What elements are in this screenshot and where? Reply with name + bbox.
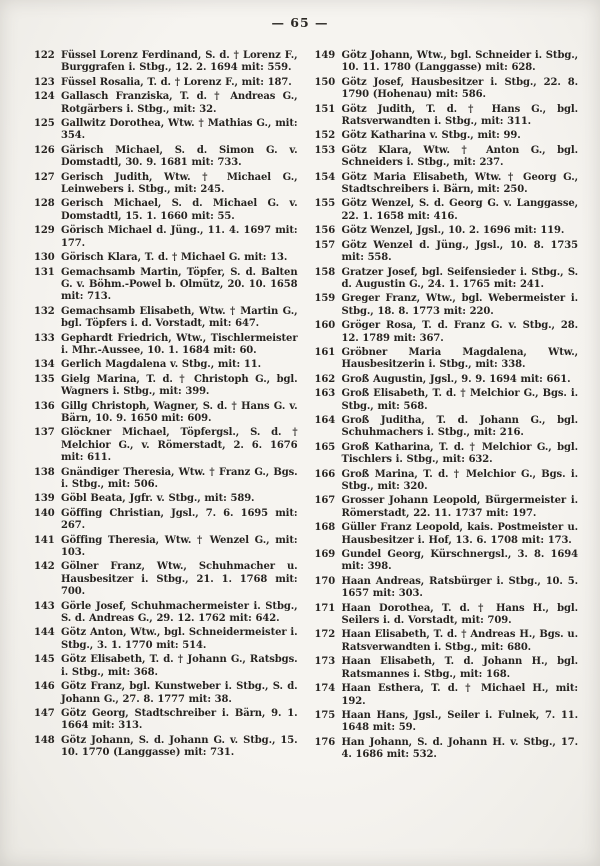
entry-number: 122	[34, 50, 55, 61]
register-entry	[315, 320, 579, 345]
entry-text: Haan Dorothea, T. d. † Hans H., bgl. Seilers i. d. Vorstadt, mit: 709.	[341, 602, 578, 627]
entry-number: 134	[34, 359, 55, 371]
register-entry	[315, 240, 579, 265]
entry-number: 123	[34, 76, 55, 88]
entry-number: 173	[314, 656, 336, 668]
entry-text: Gölner Franz, Wtw., Schuhmacher u. Hausbesitzer i. Stbg., 21. 1. 1768 mit: 700.	[61, 561, 298, 598]
entry-number: 156	[314, 225, 336, 237]
register-entry	[315, 104, 579, 129]
register-entry	[315, 267, 579, 292]
entry-text: Götz Wenzel, S. d. Georg G. v. Langgasse, 22. 1. 1658 mit: 416.	[341, 198, 578, 222]
register-entry	[315, 130, 579, 142]
register-entry	[34, 267, 298, 304]
entry-number: 124	[34, 91, 55, 103]
register-entry	[34, 708, 298, 733]
register-entry	[34, 359, 298, 371]
entry-text: Gielg Marina, T. d. † Christoph G., bgl. Wagners i. Stbg., mit: 399.	[61, 373, 298, 398]
entry-text: Haan Andreas, Ratsbürger i. Stbg., 10. 5. 1657 mit: 303.	[341, 575, 578, 600]
register-entry	[315, 737, 579, 762]
entry-text: Gerisch Michael, S. d. Michael G. v. Domstadtl, 15. 1. 1660 mit: 55.	[61, 198, 298, 222]
register-entry	[34, 627, 298, 652]
entry-number: 166	[314, 468, 336, 480]
register-entry	[34, 493, 298, 505]
entry-text: Groß Juditha, T. d. Johann G., bgl. Schuhmachers i. Stbg., mit: 216.	[341, 414, 578, 439]
register-entry	[34, 172, 298, 197]
register-entry	[315, 549, 579, 574]
register-entry	[34, 508, 298, 533]
entry-text: Gephardt Friedrich, Wtw., Tischlermeister i. Mhr.-Aussee, 10. 1. 1684 mit: 60.	[61, 332, 298, 356]
register-entry	[34, 225, 298, 250]
entry-number: 143	[34, 600, 55, 612]
entry-text: Haan Hans, Jgsl., Seiler i. Fulnek, 7. 11. 1648 mit: 59.	[341, 709, 578, 734]
register-entry	[34, 535, 298, 560]
entry-number: 149	[314, 50, 336, 61]
entry-text: Götz Franz, bgl. Kunstweber i. Stbg., S. d. Johann G., 27. 8. 1777 mit: 38.	[61, 681, 298, 705]
entry-number: 162	[314, 373, 336, 385]
register-entry	[315, 374, 579, 386]
entry-number: 144	[34, 627, 55, 639]
entry-number: 148	[34, 734, 55, 746]
entry-number: 127	[34, 171, 55, 183]
register-entry	[315, 415, 579, 440]
register-entry	[315, 495, 579, 520]
entry-text: Götz Wenzel, Jgsl., 10. 2. 1696 mit: 119.	[341, 225, 565, 237]
entry-text: Götz Wenzel d. Jüng., Jgsl., 10. 8. 1735 mit: 558.	[341, 239, 578, 264]
entry-number: 126	[34, 144, 55, 156]
entry-number: 165	[314, 441, 336, 453]
register-entry	[315, 293, 579, 318]
entry-text: Gallwitz Dorothea, Wtw. † Mathias G., mit: 354.	[61, 118, 298, 142]
entry-text: Gröger Rosa, T. d. Franz G. v. Stbg., 28. 12. 1789 mit: 367.	[341, 320, 578, 344]
entry-number: 125	[34, 118, 55, 130]
register-entry	[34, 77, 298, 89]
entry-number: 151	[314, 103, 336, 115]
entry-text: Görisch Michael d. Jüng., 11. 4. 1697 mit: 177.	[61, 225, 298, 249]
entry-text: Füssel Rosalia, T. d. † Lorenz F., mit: 187.	[61, 76, 292, 88]
entry-number: 128	[34, 198, 55, 210]
register-entry	[315, 603, 579, 628]
entry-text: Güller Franz Leopold, kais. Postmeister u. Hausbesitzer i. Hof, 13. 6. 1708 mit: 173.	[341, 522, 578, 546]
register-entry	[34, 145, 298, 170]
page-number: — 65 —	[271, 15, 329, 30]
entry-number: 146	[34, 681, 55, 693]
entry-number: 129	[34, 225, 55, 237]
entry-number: 132	[34, 305, 55, 317]
register-entry	[34, 401, 298, 426]
register-entry	[34, 306, 298, 331]
entry-number: 150	[314, 76, 336, 88]
register-entry	[315, 442, 579, 467]
entry-text: Gillg Christoph, Wagner, S. d. † Hans G. v. Bärn, 10. 9. 1650 mit: 609.	[61, 400, 298, 424]
entry-text: Götz Klara, Wtw. † Anton G., bgl. Schneiders i. Stbg., mit: 237.	[341, 144, 578, 169]
entry-text: Götz Johann, Wtw., bgl. Schneider i. Stbg., 10. 11. 1780 (Langgasse) mit: 628.	[341, 50, 578, 74]
entry-text: Götz Elisabeth, T. d. † Johann G., Ratsbgs. i. Stbg., mit: 368.	[61, 654, 298, 678]
entry-text: Görisch Klara, T. d. † Michael G. mit: 13.	[61, 252, 288, 264]
entry-text: Görle Josef, Schuhmachermeister i. Stbg., S. d. Andreas G., 29. 12. 1762 mit: 642.	[61, 600, 298, 625]
entry-number: 133	[34, 332, 55, 344]
entry-text: Gnändiger Theresia, Wtw. † Franz G., Bgs. i. Stbg., mit: 506.	[61, 466, 298, 490]
register-entry	[315, 469, 579, 494]
register-entry	[315, 388, 579, 413]
register-entry	[315, 50, 579, 75]
entry-number: 175	[314, 709, 336, 721]
entry-number: 145	[34, 654, 55, 666]
register-entry	[34, 735, 298, 760]
register-entry	[34, 252, 298, 264]
register-columns	[0, 50, 600, 764]
entry-number: 130	[34, 252, 55, 264]
entry-number: 161	[314, 346, 336, 358]
entry-text: Haan Elisabeth, T. d. † Andreas H., Bgs. u. Ratsverwandten i. Stbg., mit: 680.	[341, 629, 578, 653]
entry-text: Götz Josef, Hausbesitzer i. Stbg., 22. 8. 1790 (Hohenau) mit: 586.	[341, 76, 578, 101]
entry-text: Göffing Christian, Jgsl., 7. 6. 1695 mit: 267.	[61, 507, 298, 532]
entry-number: 152	[314, 130, 336, 142]
register-entry	[34, 50, 298, 75]
register-entry	[34, 333, 298, 358]
entry-number: 136	[34, 400, 55, 412]
entry-number: 157	[314, 239, 336, 251]
entry-text: Gemachsamb Elisabeth, Wtw. † Martin G., bgl. Töpfers i. d. Vorstadt, mit: 647.	[61, 305, 298, 330]
entry-text: Glöckner Michael, Töpfergsl., S. d. † Melchior G., v. Römerstadt, 2. 6. 1676 mit: 611.	[61, 427, 298, 464]
entry-text: Gallasch Franziska, T. d. † Andreas G., Rotgärbers i. Stbg., mit: 32.	[61, 91, 298, 115]
entry-text: Gröbner Maria Magdalena, Wtw., Hausbesitzerin i. Stbg., mit: 338.	[341, 346, 578, 371]
register-entry	[315, 172, 579, 197]
left-column	[34, 50, 298, 764]
register-entry	[315, 522, 579, 547]
register-entry	[315, 77, 579, 102]
register-entry	[34, 374, 298, 399]
entry-number: 139	[34, 493, 55, 505]
entry-number: 171	[314, 602, 336, 614]
entry-text: Gärisch Michael, S. d. Simon G. v. Domstadtl, 30. 9. 1681 mit: 733.	[61, 144, 298, 169]
entry-text: Groß Marina, T. d. † Melchior G., Bgs. i. Stbg., mit: 320.	[341, 468, 578, 492]
register-entry	[315, 656, 579, 681]
register-entry	[34, 561, 298, 598]
entry-text: Haan Esthera, T. d. † Michael H., mit: 192.	[341, 683, 578, 707]
entry-text: Götz Anton, Wtw., bgl. Schneidermeister i. Stbg., 3. 1. 1770 mit: 514.	[61, 627, 298, 651]
entry-text: Gundel Georg, Kürschnergsl., 3. 8. 1694 mit: 398.	[341, 549, 578, 573]
register-entry	[315, 629, 579, 654]
entry-text: Han Johann, S. d. Johann H. v. Stbg., 17. 4. 1686 mit: 532.	[341, 736, 578, 761]
register-entry	[315, 347, 579, 372]
entry-number: 164	[314, 414, 336, 426]
entry-text: Göbl Beata, Jgfr. v. Stbg., mit: 589.	[61, 493, 255, 505]
entry-number: 169	[314, 549, 336, 561]
entry-text: Groß Augustin, Jgsl., 9. 9. 1694 mit: 661.	[341, 373, 571, 385]
entry-number: 137	[34, 427, 55, 439]
entry-number: 167	[314, 495, 336, 507]
entry-number: 138	[34, 466, 55, 478]
entry-number: 160	[314, 320, 336, 332]
entry-text: Götz Johann, S. d. Johann G. v. Stbg., 15. 10. 1770 (Langgasse) mit: 731.	[61, 734, 298, 759]
entry-number: 131	[34, 266, 55, 278]
register-entry	[315, 225, 579, 237]
register-entry	[34, 198, 298, 223]
entry-number: 168	[314, 522, 336, 534]
entry-text: Götz Katharina v. Stbg., mit: 99.	[341, 130, 521, 142]
entry-text: Götz Maria Elisabeth, Wtw. † Georg G., Stadtschreibers i. Bärn, mit: 250.	[341, 171, 578, 196]
entry-number: 172	[314, 629, 336, 641]
register-entry	[34, 654, 298, 679]
entry-text: Haan Elisabeth, T. d. Johann H., bgl. Ratsmannes i. Stbg., mit: 168.	[341, 656, 578, 680]
entry-text: Grosser Johann Leopold, Bürgermeister i. Römerstadt, 22. 11. 1737 mit: 197.	[341, 495, 578, 519]
entry-number: 158	[314, 266, 336, 278]
entry-text: Groß Elisabeth, T. d. † Melchior G., Bgs. i. Stbg., mit: 568.	[341, 388, 578, 412]
entry-number: 159	[314, 293, 336, 305]
entry-text: Göffing Theresia, Wtw. † Wenzel G., mit: 103.	[61, 534, 298, 559]
entry-number: 174	[314, 683, 336, 695]
entry-text: Füssel Lorenz Ferdinand, S. d. † Lorenz F., Burggrafen i. Stbg., 12. 2. 1694 mit: 559.	[61, 50, 298, 74]
register-entry	[315, 576, 579, 601]
register-entry	[34, 601, 298, 626]
entry-number: 170	[314, 575, 336, 587]
entry-number: 155	[314, 198, 336, 210]
entry-text: Gemachsamb Martin, Töpfer, S. d. Balten G. v. Böhm.-Powel b. Olmütz, 20. 10. 1658 mit: 713.	[61, 266, 298, 303]
register-entry	[34, 681, 298, 706]
entry-text: Greger Franz, Wtw., bgl. Webermeister i. Stbg., 18. 8. 1773 mit: 220.	[341, 293, 578, 317]
entry-text: Gerisch Judith, Wtw. † Michael G., Leinwebers i. Stbg., mit: 245.	[61, 171, 298, 196]
register-entry	[315, 198, 579, 223]
register-entry	[34, 118, 298, 143]
entry-number: 141	[34, 534, 55, 546]
entry-text: Groß Katharina, T. d. † Melchior G., bgl. Tischlers i. Stbg., mit: 632.	[341, 441, 578, 466]
register-entry	[315, 710, 579, 735]
entry-text: Gratzer Josef, bgl. Seifensieder i. Stbg., S. d. Augustin G., 24. 1. 1765 mit: 241.	[341, 266, 578, 290]
register-entry	[34, 427, 298, 464]
entry-number: 142	[34, 561, 55, 573]
register-entry	[34, 467, 298, 492]
register-entry	[315, 145, 579, 170]
entry-number: 140	[34, 507, 55, 519]
entry-text: Götz Judith, T. d. † Hans G., bgl. Ratsverwandten i. Stbg., mit: 311.	[341, 103, 578, 128]
register-entry	[34, 91, 298, 116]
entry-number: 153	[314, 144, 336, 156]
register-entry	[315, 683, 579, 708]
entry-number: 163	[314, 388, 336, 400]
entry-number: 176	[314, 736, 336, 748]
right-column	[315, 50, 579, 764]
entry-number: 154	[314, 171, 336, 183]
entry-number: 147	[34, 707, 55, 719]
entry-text: Götz Georg, Stadtschreiber i. Bärn, 9. 1. 1664 mit: 313.	[61, 707, 298, 732]
entry-number: 135	[34, 373, 55, 385]
entry-text: Gerlich Magdalena v. Stbg., mit: 11.	[61, 359, 262, 371]
